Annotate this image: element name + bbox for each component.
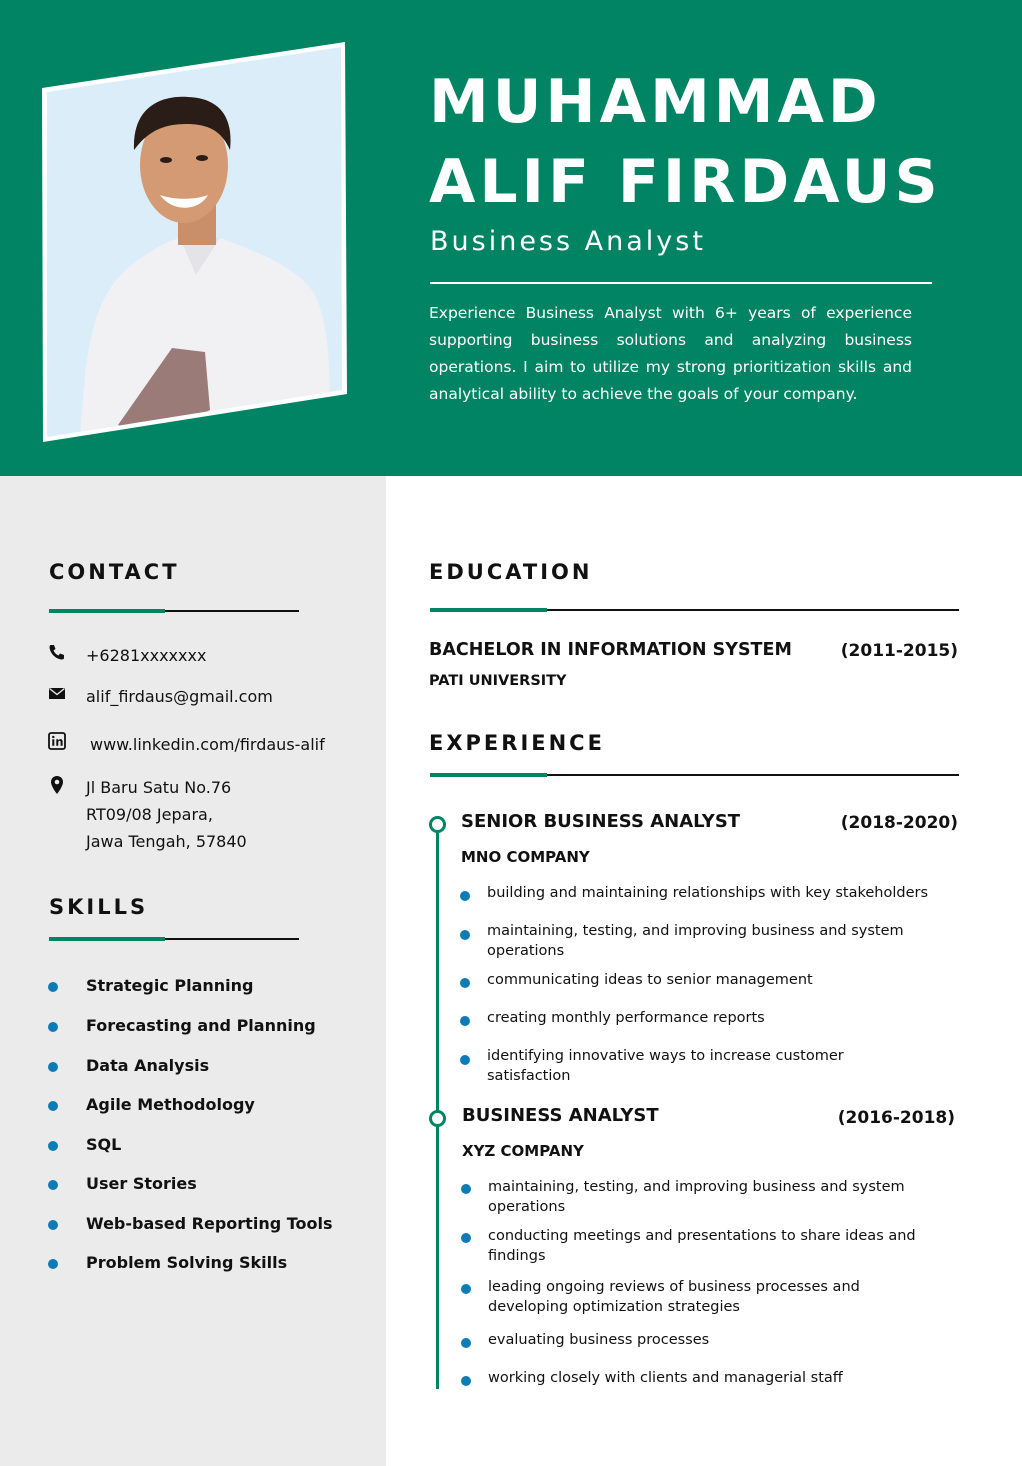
- bullet-dot: [48, 1259, 58, 1269]
- skill-item: [48, 1013, 316, 1037]
- bullet-dot: [461, 1338, 471, 1348]
- address-line-2: RT09/08 Jepara,: [86, 805, 213, 824]
- skill-label: Web-based Reporting Tools: [86, 1213, 333, 1233]
- job-bullet: [461, 1226, 928, 1266]
- timeline-node: [429, 1110, 446, 1127]
- contact-email[interactable]: [48, 683, 273, 710]
- skill-item: [48, 1211, 333, 1235]
- job-title: Business Analyst: [430, 226, 706, 257]
- job-bullet: [461, 1330, 928, 1350]
- skill-label: User Stories: [86, 1173, 197, 1193]
- bullet-text: building and maintaining relationships with key stakeholders: [487, 885, 929, 901]
- skill-label: Data Analysis: [86, 1055, 210, 1075]
- bullet-dot: [461, 1376, 471, 1386]
- bullet-dot: [48, 982, 58, 992]
- education-divider: [430, 609, 959, 611]
- skill-item: [48, 1092, 255, 1116]
- bullet-dot: [48, 1220, 58, 1230]
- timeline-node: [429, 816, 446, 833]
- bullet-dot: [460, 891, 470, 901]
- skill-item: [48, 1132, 121, 1156]
- skill-item: [48, 1053, 209, 1077]
- skill-item: [48, 1171, 197, 1195]
- skill-item: [48, 973, 253, 997]
- skill-label: Problem Solving Skills: [86, 1252, 288, 1272]
- envelope-icon: [48, 684, 66, 702]
- profile-photo: [0, 0, 360, 460]
- company-name: MNO COMPANY: [461, 848, 590, 866]
- header-banner: [0, 0, 1022, 476]
- bullet-text: communicating ideas to senior management: [487, 972, 813, 988]
- experience-heading: EXPERIENCE: [429, 731, 605, 755]
- bullet-text: identifying innovative ways to increase customer satisfaction: [487, 1048, 844, 1084]
- skill-label: Forecasting and Planning: [86, 1015, 316, 1035]
- job-bullet: [461, 1177, 908, 1217]
- bullet-text: evaluating business processes: [488, 1332, 710, 1348]
- bullet-dot: [461, 1233, 471, 1243]
- name-first: MUHAMMAD: [429, 67, 882, 137]
- profile-summary: Experience Business Analyst with 6+ years of experience supporting business solutions and analyzing business operations. I aim to utilize my strong prioritization skills and analytical ability to achieve the goals of your company.: [429, 304, 912, 403]
- email-text[interactable]: alif_firdaus@gmail.com: [86, 687, 273, 706]
- map-pin-icon: [48, 775, 66, 793]
- experience-divider: [430, 774, 959, 776]
- contact-linkedin[interactable]: [48, 731, 325, 758]
- contact-address: [48, 774, 247, 855]
- skill-label: Strategic Planning: [86, 975, 254, 995]
- contact-heading: CONTACT: [49, 560, 180, 584]
- bullet-text: maintaining, testing, and improving business and system operations: [488, 1179, 905, 1215]
- phone-text: +6281xxxxxxx: [86, 646, 207, 665]
- job-bullet: [461, 1368, 928, 1388]
- contact-phone: [48, 642, 206, 669]
- bullet-text: leading ongoing reviews of business processes and developing optimization strategies: [488, 1279, 860, 1315]
- linkedin-text[interactable]: www.linkedin.com/firdaus-alif: [90, 735, 325, 754]
- education-heading: EDUCATION: [429, 560, 593, 584]
- job-bullet: [460, 921, 907, 961]
- degree-title: BACHELOR IN INFORMATION SYSTEM: [429, 640, 792, 660]
- bullet-text: creating monthly performance reports: [487, 1010, 765, 1026]
- sidebar: [0, 476, 386, 1466]
- job-years: (2018-2020): [840, 813, 958, 833]
- bullet-dot: [48, 1180, 58, 1190]
- job-bullet: [460, 1046, 907, 1086]
- bullet-dot: [48, 1101, 58, 1111]
- bullet-dot: [460, 1055, 470, 1065]
- bullet-dot: [48, 1062, 58, 1072]
- name-last: ALIF FIRDAUS: [429, 147, 942, 217]
- job-role: SENIOR BUSINESS ANALYST: [461, 811, 741, 832]
- address-line-1: Jl Baru Satu No.76: [86, 778, 232, 797]
- degree-years: (2011-2015): [840, 641, 958, 661]
- contact-divider: [49, 610, 299, 612]
- job-bullet: [460, 1008, 927, 1028]
- bullet-text: working closely with clients and managerial staff: [488, 1370, 843, 1386]
- school-name: PATI UNIVERSITY: [429, 673, 567, 689]
- job-bullet: [461, 1277, 908, 1317]
- bullet-dot: [460, 1016, 470, 1026]
- job-years: (2016-2018): [837, 1108, 955, 1128]
- bullet-dot: [461, 1184, 471, 1194]
- skill-label: SQL: [86, 1134, 122, 1154]
- skills-divider: [49, 938, 299, 940]
- phone-icon: [48, 643, 66, 661]
- address-line-3: Jawa Tengah, 57840: [86, 832, 247, 851]
- linkedin-icon: [48, 732, 66, 750]
- job-bullet: [460, 883, 967, 903]
- job-role: BUSINESS ANALYST: [462, 1105, 659, 1126]
- header-divider: [430, 282, 932, 284]
- skill-item: [48, 1250, 287, 1274]
- bullet-dot: [460, 930, 470, 940]
- bullet-text: conducting meetings and presentations to share ideas and findings: [488, 1228, 916, 1264]
- skill-label: Agile Methodology: [86, 1094, 255, 1114]
- bullet-dot: [460, 978, 470, 988]
- bullet-dot: [48, 1141, 58, 1151]
- bullet-text: maintaining, testing, and improving business and system operations: [487, 923, 904, 959]
- skills-heading: SKILLS: [49, 895, 149, 919]
- bullet-dot: [461, 1284, 471, 1294]
- job-bullet: [460, 970, 927, 990]
- company-name: XYZ COMPANY: [462, 1142, 584, 1160]
- address-text: [86, 774, 247, 855]
- bullet-dot: [48, 1022, 58, 1032]
